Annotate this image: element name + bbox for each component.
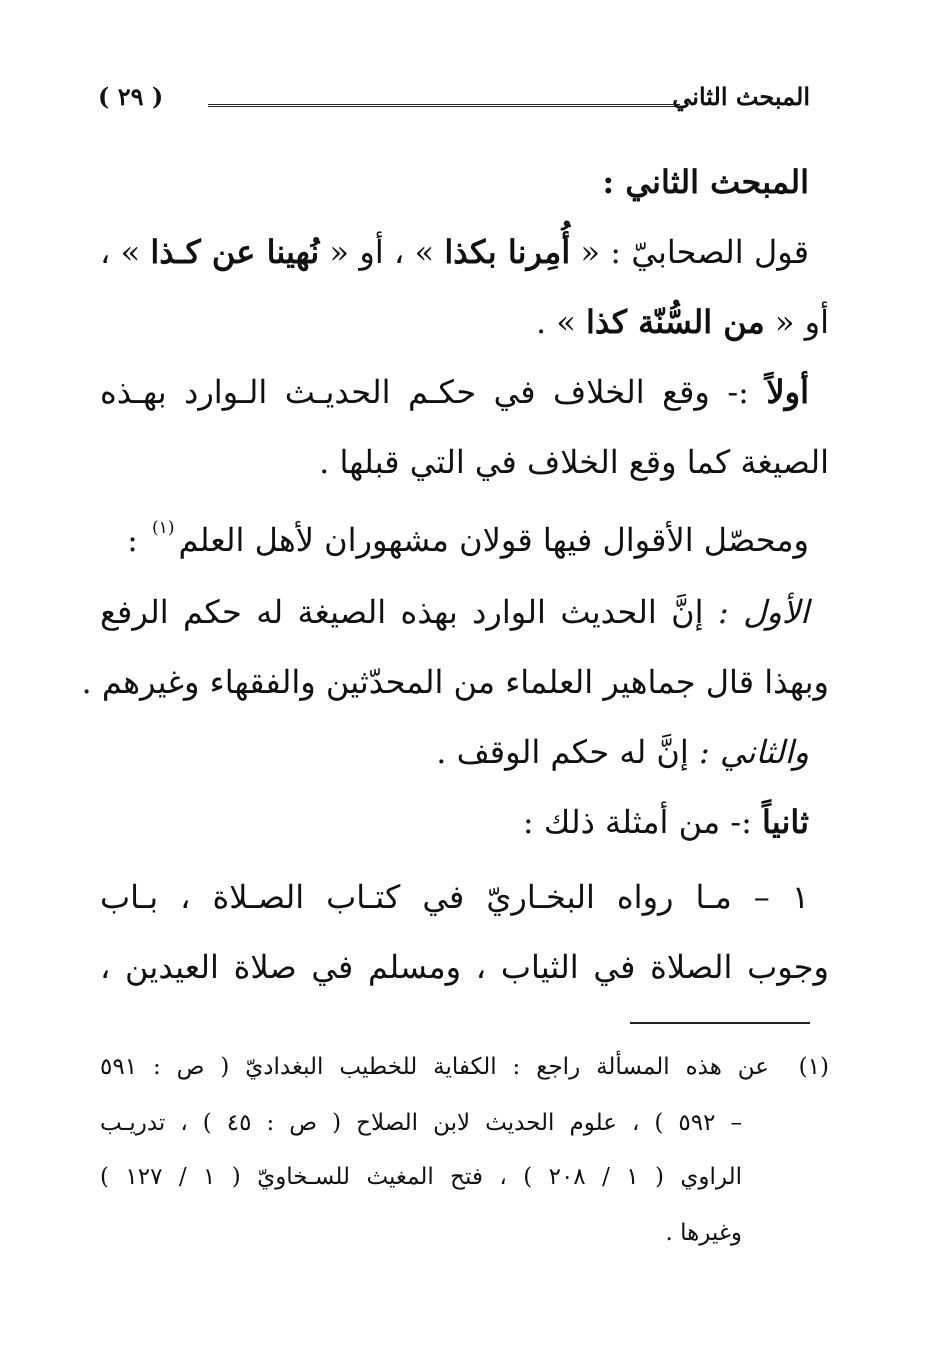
statement-line-1 (100, 230, 809, 274)
footnote-number: (١) (798, 1054, 829, 1080)
statement-text: قول الصحابيّ : « (570, 233, 810, 271)
footnote-separator (630, 1022, 810, 1024)
opinion1-line-2: وبهذا قال جماهير العلماء من المحدّثين والفقهاء وغيرهم . (81, 663, 829, 701)
footnote-line-3: الراوي ( ١ / ٢٠٨ ) ، فتح المغيث للسـخاويّ ( ١ / ١٢٧ ) (100, 1164, 742, 1190)
header-rule (208, 104, 680, 107)
second-line (100, 800, 809, 844)
footnote-line-2: – ٥٩٢ ) ، علوم الحديث لابن الصلاح ( ص : ٤٥ ) ، تدريـب (100, 1110, 742, 1136)
first-label: أولاً (766, 373, 809, 411)
statement-line-2 (100, 300, 829, 344)
header-title: المبحث الثاني (672, 82, 810, 111)
first-text: :- وقع الخلاف في حكـم الحديـث الـوارد بهـذه (100, 373, 767, 411)
opinion2-text: إنَّ له حكم الوقف . (436, 733, 699, 771)
statement-text: » ، أو « (319, 233, 445, 271)
footnote-ref: (١) (152, 518, 175, 538)
summary-line (100, 518, 809, 568)
statement-bold-phrase: من السُّنّة كذا (586, 303, 765, 341)
footnote-text: عن هذه المسألة راجع : الكفاية للخطيب البغداديّ ( ص : ٥٩١ (100, 1054, 769, 1080)
second-label: ثانياً (762, 803, 809, 841)
statement-bold-phrase: أُمِرنا بكذا (444, 233, 571, 271)
opinion2-label: والثاني : (698, 733, 809, 771)
opinion1-text: إنَّ الحديث الوارد بهذه الصيغة له حكم الرفع (100, 593, 718, 631)
paragraph-first-line-2: الصيغة كما وقع الخلاف في التي قبلها . (319, 443, 829, 481)
section-heading: المبحث الثاني : (602, 163, 809, 201)
running-header (98, 82, 810, 122)
statement-text: » ، (100, 233, 151, 271)
paragraph-first-line-1 (100, 370, 809, 414)
statement-bold-phrase: نُهينا عن كـذا (150, 233, 320, 271)
opinion1-label: الأول : (717, 593, 809, 631)
footnote-line-4: وغيرها . (665, 1220, 742, 1246)
footnote-line-1 (100, 1052, 829, 1082)
second-text: :- من أمثلة ذلك : (522, 803, 763, 841)
opinion1-line-1 (100, 590, 809, 634)
example1-line-2: وجوب الصلاة في الثياب ، ومسلم في صلاة العيدين ، (100, 948, 829, 986)
statement-text: » . (535, 303, 587, 341)
page-number: ( ٢٩ ) (98, 82, 164, 111)
statement-text: أو « (764, 303, 829, 341)
example1-line-1: ١ – مـا رواه البخـاريّ في كتـاب الصـلاة ، بـاب (100, 878, 809, 916)
opinion2-line (100, 730, 809, 774)
summary-text: ومحصّل الأقوال فيها قولان مشهوران لأهل العلم (178, 521, 809, 559)
summary-colon: : (127, 521, 149, 559)
